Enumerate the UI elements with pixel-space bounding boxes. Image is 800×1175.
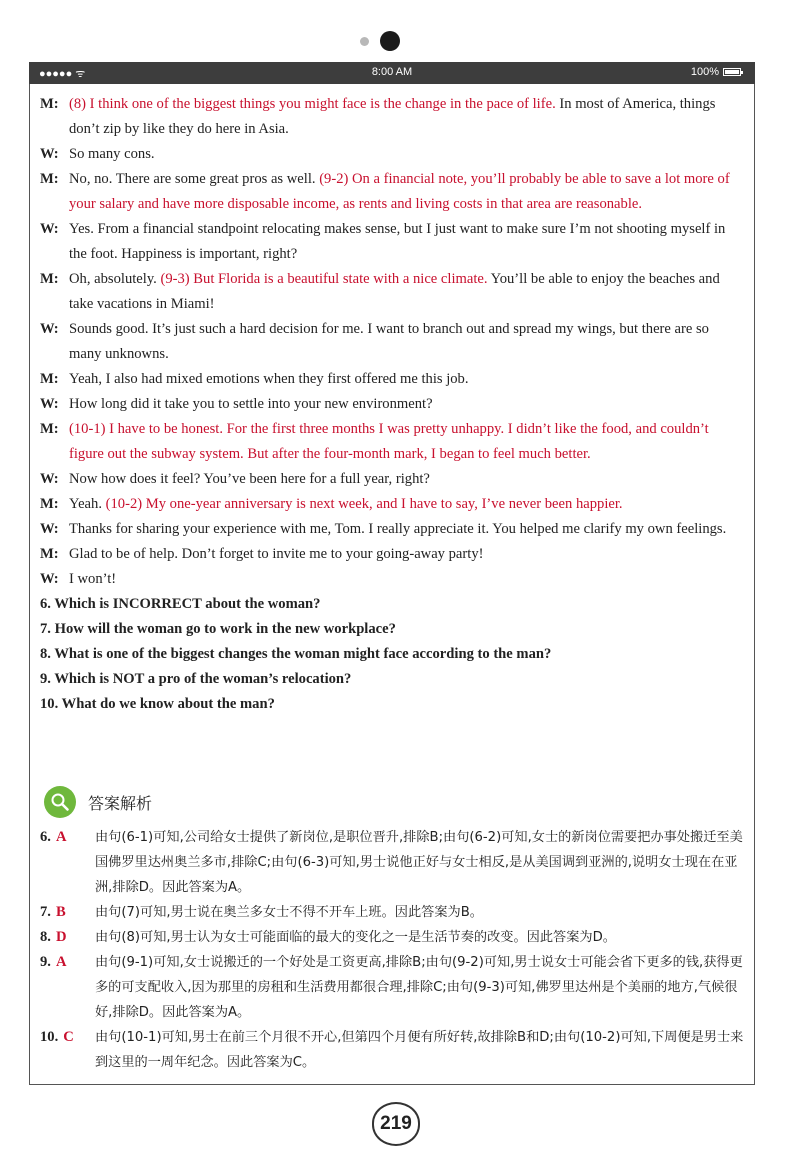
answer-section-title: 答案解析 xyxy=(88,793,153,813)
answer-explanation: 由句(10-1)可知,男士在前三个月很不开心,但第四个月便有所好转,故排除B和D;由句(10-2)可知,下周便是男士来到这里的一周年纪念。因此答案为C。 xyxy=(95,1030,744,1070)
speaker-label: M: xyxy=(40,371,59,387)
answer-item xyxy=(40,950,745,1025)
dialogue-text: Glad to be of help. Don’t forget to invite me to your going-away party! xyxy=(69,546,484,562)
answer-number xyxy=(40,825,67,850)
speaker-label: M: xyxy=(40,421,59,437)
speaker-label: M: xyxy=(40,96,59,112)
dialogue-text: Now how does it feel? You’ve been here for a full year, right? xyxy=(69,471,430,487)
dialogue-line xyxy=(40,142,740,167)
dialogue-line xyxy=(40,267,740,317)
speaker-label: W: xyxy=(40,471,59,487)
question-item: 10. What do we know about the man? xyxy=(40,696,275,712)
answer-number xyxy=(40,1025,74,1050)
dialogue-text: Yeah, I also had mixed emotions when they first offered me this job. xyxy=(69,371,469,387)
highlighted-text: (10-1) I have to be honest. For the first three months I was pretty unhappy. I didn’t like the food, and couldn’t figure out the subway system. But after the four-month mark, I began to feel much better. xyxy=(69,421,709,462)
answer-item xyxy=(40,825,745,900)
dialogue-line xyxy=(40,517,740,542)
speaker-label: M: xyxy=(40,271,59,287)
dialogue-text: I won’t! xyxy=(69,571,117,587)
page-number: 219 xyxy=(372,1102,420,1146)
answer-number xyxy=(40,925,67,950)
answer-index: 6. xyxy=(40,829,51,845)
speaker-label: W: xyxy=(40,521,59,537)
answer-explanation: 由句(6-1)可知,公司给女士提供了新岗位,是职位晋升,排除B;由句(6-2)可知,女士的新岗位需要把办事处搬迁至美国佛罗里达州奥兰多市,排除C;由句(6-3)可知,男士说他正好与女士相反,是从美国调到亚洲的,说明女士现在在亚洲,排除D。因此答案为A。 xyxy=(95,830,743,895)
speaker-label: W: xyxy=(40,321,59,337)
dialogue-line xyxy=(40,467,740,492)
dialogue-line xyxy=(40,217,740,267)
answer-index: 10. xyxy=(40,1029,59,1045)
speaker-label: M: xyxy=(40,496,59,512)
dialogue-line xyxy=(40,542,740,567)
speaker-label: M: xyxy=(40,546,59,562)
answer-item xyxy=(40,925,745,950)
dialogue-line xyxy=(40,392,740,417)
answer-list xyxy=(40,825,745,1075)
answer-item xyxy=(40,1025,745,1075)
answer-letter: A xyxy=(55,954,67,970)
dialogue-text: Thanks for sharing your experience with me, Tom. I really appreciate it. You helped me clarify my own feelings. xyxy=(69,521,727,537)
dialogue-line xyxy=(40,567,740,592)
question-item: 7. How will the woman go to work in the new workplace? xyxy=(40,621,396,637)
dialogue-line xyxy=(40,92,740,142)
dialogue-text: Sounds good. It’s just such a hard decision for me. I want to branch out and spread my wings, but there are so many unknowns. xyxy=(69,321,709,362)
battery-percent: 100% xyxy=(690,66,719,78)
dialogue-text: You’ll be able to enjoy the beaches and take vacations in Miami! xyxy=(69,271,720,312)
transcript xyxy=(40,92,740,717)
speaker-label: W: xyxy=(40,221,59,237)
answer-explanation: 由句(9-1)可知,女士说搬迁的一个好处是工资更高,排除B;由句(9-2)可知,男士说女士可能会省下更多的钱,获得更多的可支配收入,因为那里的房租和生活费用都很合理,排除C;由句(9-3)可知,佛罗里达州是个美丽的地方,气候很好,排除D。因此答案为A。 xyxy=(95,955,743,1020)
answer-explanation: 由句(8)可知,男士认为女士可能面临的最大的变化之一是生活节奏的改变。因此答案为D。 xyxy=(95,930,616,945)
dialogue-line xyxy=(40,167,740,217)
answer-number xyxy=(40,950,67,975)
question-item: 9. Which is NOT a pro of the woman’s relocation? xyxy=(40,671,352,687)
highlighted-text: (10-2) My one-year anniversary is next week, and I have to say, I’ve never been happier. xyxy=(105,496,623,512)
answer-explanation: 由句(7)可知,男士说在奥兰多女士不得不开车上班。因此答案为B。 xyxy=(95,905,483,920)
speaker-label: M: xyxy=(40,171,59,187)
camera-dot xyxy=(380,31,400,51)
answer-index: 9. xyxy=(40,954,51,970)
answer-letter: A xyxy=(55,829,67,845)
dialogue-text: No, no. There are some great pros as well. xyxy=(69,171,320,187)
speaker-label: W: xyxy=(40,396,59,412)
signal-indicator: ●●●●● ᯤ xyxy=(39,68,86,80)
dialogue-text: Oh, absolutely. xyxy=(69,271,161,287)
question-item: 8. What is one of the biggest changes the woman might face according to the man? xyxy=(40,646,552,662)
battery-icon xyxy=(723,68,741,76)
speaker-label: W: xyxy=(40,571,59,587)
answer-index: 8. xyxy=(40,929,51,945)
battery-indicator xyxy=(691,66,741,78)
answer-letter: B xyxy=(55,904,66,920)
camera-dot-small xyxy=(360,37,369,46)
dialogue-line xyxy=(40,317,740,367)
dialogue xyxy=(40,92,740,592)
highlighted-text: (9-2) On a financial note, you’ll probably be able to save a lot more of your salary and have more disposable income, as rents and living costs in that area are reasonable. xyxy=(69,171,730,212)
dialogue-text: So many cons. xyxy=(69,146,155,162)
magnifier-icon xyxy=(44,786,76,818)
status-bar xyxy=(29,62,755,84)
dialogue-line xyxy=(40,417,740,467)
dialogue-text: Yes. From a financial standpoint relocating makes sense, but I just want to make sure I’m not shooting myself in the foot. Happiness is important, right? xyxy=(69,221,726,262)
question-item: 6. Which is INCORRECT about the woman? xyxy=(40,596,321,612)
status-time: 8:00 AM xyxy=(371,66,413,78)
answer-item xyxy=(40,900,745,925)
answer-number xyxy=(40,900,66,925)
speaker-label: W: xyxy=(40,146,59,162)
dialogue-line xyxy=(40,492,740,517)
answer-index: 7. xyxy=(40,904,51,920)
highlighted-text: (9-3) But Florida is a beautiful state with a nice climate. xyxy=(160,271,488,287)
answer-letter: C xyxy=(63,1029,74,1045)
dialogue-text: In most of America, things don’t zip by like they do here in Asia. xyxy=(69,96,716,137)
question-list xyxy=(40,592,740,717)
answer-letter: D xyxy=(55,929,67,945)
highlighted-text: (8) I think one of the biggest things you might face is the change in the pace of life. xyxy=(69,96,556,112)
dialogue-text: How long did it take you to settle into your new environment? xyxy=(69,396,433,412)
dialogue-text: Yeah. xyxy=(69,496,106,512)
dialogue-line xyxy=(40,367,740,392)
answer-section-header xyxy=(44,786,152,818)
